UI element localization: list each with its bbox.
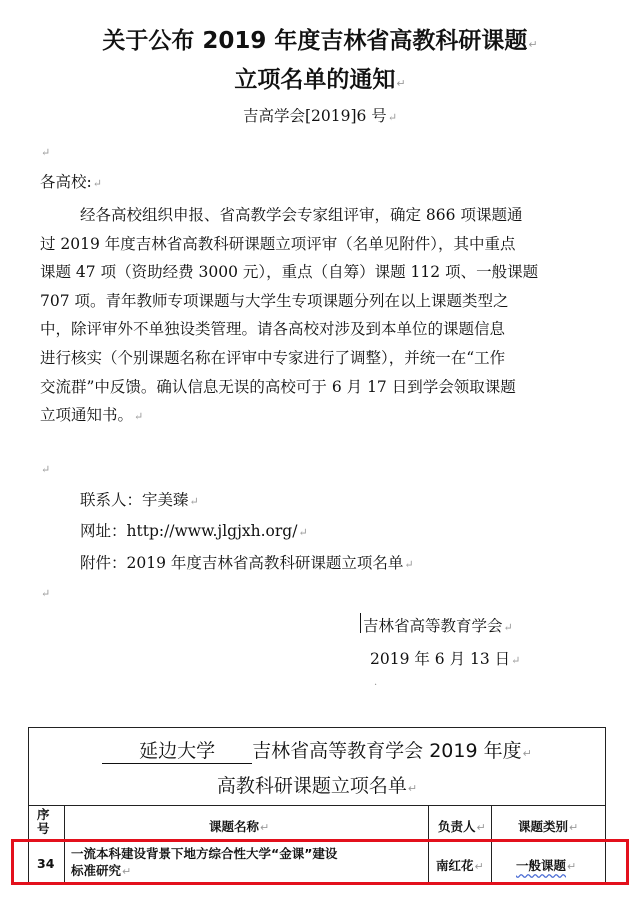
body-line: 立项通知书。↵ xyxy=(40,406,144,425)
stray-dot: · xyxy=(374,680,378,691)
document-number: 吉高学会[2019]6 号↵ xyxy=(242,107,398,125)
body-line: 进行核实（个别课题名称在评审中专家进行了调整），并统一在“工作 xyxy=(40,348,506,367)
header-category: 课题类别↵ xyxy=(518,819,579,834)
attachment-line: 附件：2019 年度吉林省高教科研课题立项名单↵ xyxy=(80,554,414,572)
row-index: 34 xyxy=(37,856,55,871)
salutation: 各高校:↵ xyxy=(40,173,102,191)
row-project-name: 一流本科建设背景下地方综合性大学“金课”建设 标准研究↵ xyxy=(71,846,338,878)
body-line: 中，除评审外不单独设类管理。请各高校对涉及到本单位的课题信息 xyxy=(40,320,506,339)
body-line: 交流群”中反馈。确认信息无误的高校可于 6 月 17 日到学会领取课题 xyxy=(40,377,516,396)
header-project-name: 课题名称↵ xyxy=(209,819,270,834)
contact-line: 联系人：宇美臻↵ xyxy=(80,491,199,509)
notice-body-paragraph xyxy=(80,201,522,230)
notice-title-line2: 立项名单的通知↵ xyxy=(234,67,406,93)
notice-body-continued xyxy=(40,230,580,432)
website-line: 网址：http://www.jlgjxh.org/↵ xyxy=(80,522,308,540)
body-line: 707 项。青年教师专项课题与大学生专项课题分列在以上课题类型之 xyxy=(40,291,509,310)
highlight-box xyxy=(11,839,629,885)
body-line: 过 2019 年度吉林省高教科研课题立项评审（名单见附件），其中重点 xyxy=(40,234,516,253)
row-leader: 南红花↵ xyxy=(436,858,484,873)
empty-paragraph-mark: ↵ xyxy=(41,587,51,600)
table-title-line2: 高教科研课题立项名单↵ xyxy=(216,775,418,797)
empty-paragraph-mark: ↵ xyxy=(41,463,51,476)
empty-paragraph-mark: ↵ xyxy=(41,146,51,159)
signature-organization: 吉林省高等教育学会↵ xyxy=(363,617,513,635)
row-category: 一般课题↵ xyxy=(516,858,577,873)
table-title-line1: 延边大学 吉林省高等教育学会 2019 年度↵ xyxy=(29,736,605,764)
header-leader: 负责人↵ xyxy=(438,819,486,834)
signature-date: 2019 年 6 月 13 日↵ xyxy=(370,650,521,668)
header-index: 序 号 xyxy=(37,807,50,836)
body-line: 经各高校组织申报、省高教学会专家组评审，确定 866 项课题通 xyxy=(80,206,523,224)
university-name: 延边大学 xyxy=(102,736,252,764)
notice-title-line1: 关于公布 2019 年度吉林省高教科研课题↵ xyxy=(102,28,538,54)
body-line: 课题 47 项（资助经费 3000 元），重点（自筹）课题 112 项、一般课题 xyxy=(40,263,539,282)
text-cursor xyxy=(360,613,361,633)
table-rule xyxy=(29,805,605,806)
